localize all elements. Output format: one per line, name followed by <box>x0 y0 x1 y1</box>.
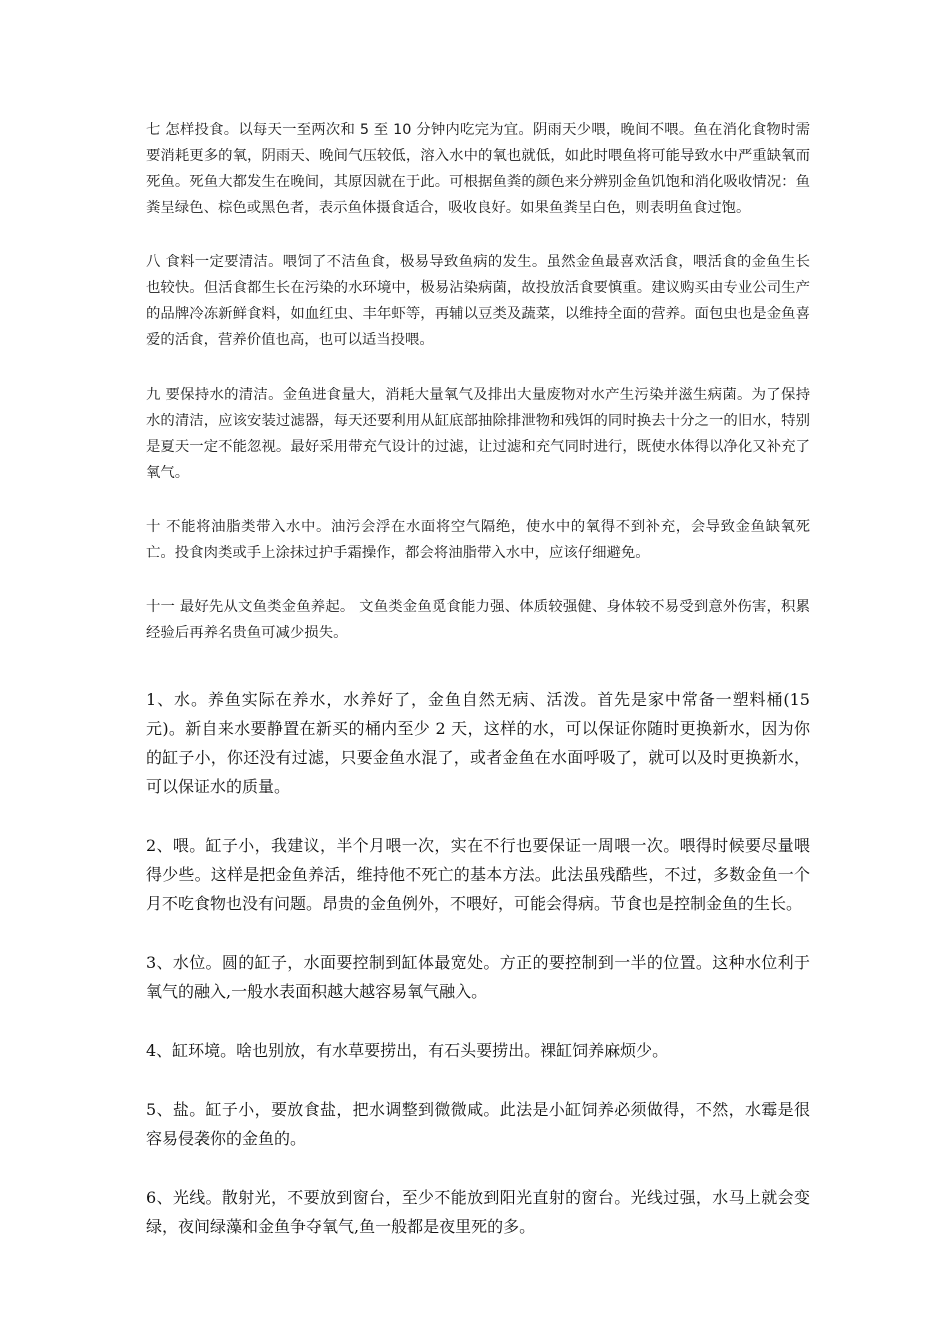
tip-paragraph-9: 九 要保持水的清洁。金鱼进食量大，消耗大量氧气及排出大量废物对水产生污染并滋生病菌。为了保持水的清洁，应该安装过滤器，每天还要利用从缸底部抽除排泄物和残饵的同时换去十分之一的旧水，特别是夏天一定不能忽视。最好采用带充气设计的过滤，让过滤和充气同时进行，既使水体得以净化又补充了氧气。 <box>146 387 810 481</box>
feeding-tips-section <box>146 117 810 674</box>
care-item-salt: 5、盐。缸子小，要放食盐，把水调整到微微咸。此法是小缸饲养必须做得，不然，水霉是很容易侵袭你的金鱼的。 <box>146 1100 810 1148</box>
tip-paragraph-8: 八 食料一定要清洁。喂饲了不洁鱼食，极易导致鱼病的发生。虽然金鱼最喜欢活食，喂活食的金鱼生长也较快。但活食都生长在污染的水环境中，极易沾染病菌，故投放活食要慎重。建议购买由专业公司生产的品牌冷冻新鲜食料，如血红虫、丰年虾等，再辅以豆类及蔬菜，以维持全面的营养。面包虫也是金鱼喜爱的活食，营养价值也高，也可以适当投喂。 <box>146 254 810 348</box>
care-item-water: 1、水。养鱼实际在养水，水养好了，金鱼自然无病、活泼。首先是家中常备一塑料桶(15 元)。新自来水要静置在新买的桶内至少 2 天，这样的水，可以保证你随时更换新水，因为你的缸子小，你还没有过滤，只要金鱼水混了，或者金鱼在水面呼吸了，就可以及时更换新水，可以保证水的质量。 <box>146 690 810 796</box>
care-item-feeding: 2、喂。缸子小，我建议，半个月喂一次，实在不行也要保证一周喂一次。喂得时候要尽量喂得少些。这样是把金鱼养活，维持他不死亡的基本方法。此法虽残酷些，不过，多数金鱼一个月不吃食物也没有问题。昂贵的金鱼例外，不喂好，可能会得病。节食也是控制金鱼的生长。 <box>146 836 810 913</box>
care-item-light: 6、光线。散射光，不要放到窗台，至少不能放到阳光直射的窗台。光线过强，水马上就会变绿，夜间绿藻和金鱼争夺氧气,鱼一般都是夜里死的多。 <box>146 1188 810 1236</box>
tip-paragraph-10: 十 不能将油脂类带入水中。油污会浮在水面将空气隔绝，使水中的氧得不到补充，会导致金鱼缺氧死亡。投食肉类或手上涂抹过护手霜操作，都会将油脂带入水中，应该仔细避免。 <box>146 519 810 561</box>
small-tank-care-section <box>146 685 810 1271</box>
tip-paragraph-11: 十一 最好先从文鱼类金鱼养起。 文鱼类金鱼觅食能力强、体质较强健、身体较不易受到意外伤害，积累经验后再养名贵鱼可减少损失。 <box>146 599 810 641</box>
tip-paragraph-7: 七 怎样投食。以每天一至两次和 5 至 10 分钟内吃完为宜。阴雨天少喂，晚间不喂。鱼在消化食物时需要消耗更多的氧，阴雨天、晚间气压较低，溶入水中的氧也就低，如此时喂鱼将可能导致水中严重缺氧而死鱼。死鱼大都发生在晚间，其原因就在于此。可根据鱼粪的颜色来分辨别金鱼饥饱和消化吸收情况：鱼粪呈绿色、棕色或黑色者，表示鱼体摄食适合，吸收良好。如果鱼粪呈白色，则表明鱼食过饱。 <box>146 122 810 216</box>
care-item-tank-environment: 4、缸环境。啥也别放，有水草要捞出，有石头要捞出。裸缸饲养麻烦少。 <box>146 1041 669 1060</box>
care-item-water-level: 3、水位。圆的缸子，水面要控制到缸体最宽处。方正的要控制到一半的位置。这种水位利于氧气的融入,一般水表面积越大越容易氧气融入。 <box>146 953 810 1001</box>
